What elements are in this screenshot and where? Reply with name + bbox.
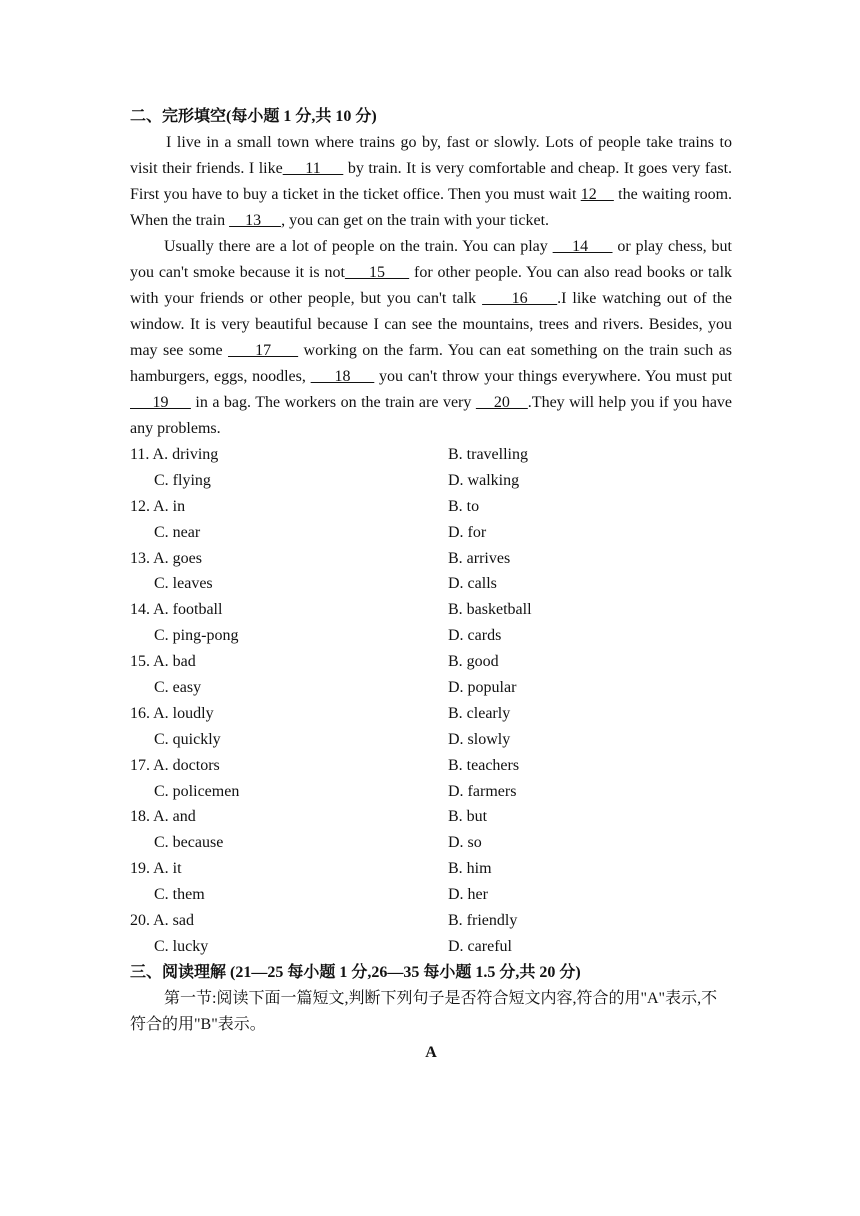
text: Usually there are a lot of people on the train. You can play xyxy=(164,238,553,255)
option-a: 14. A. football xyxy=(130,601,223,619)
text: you can't throw your things everywhere. You must put xyxy=(374,368,733,385)
option-d: D. for xyxy=(448,523,487,541)
option-a: 13. A. goes xyxy=(130,549,202,567)
option-d: D. careful xyxy=(448,937,512,955)
option-d: D. so xyxy=(448,834,482,852)
option-row xyxy=(130,882,732,908)
option-row xyxy=(130,779,732,805)
option-row xyxy=(130,623,732,649)
option-row xyxy=(130,753,732,779)
blank-16: 16 xyxy=(482,290,558,307)
option-d: D. cards xyxy=(448,627,502,645)
option-c: C. easy xyxy=(154,679,202,697)
option-c: C. quickly xyxy=(154,730,221,748)
option-row xyxy=(130,934,732,960)
option-row xyxy=(130,442,732,468)
option-d: D. calls xyxy=(448,575,497,593)
option-b: B. friendly xyxy=(448,912,518,930)
blank-13: 13 xyxy=(229,212,282,229)
option-b: B. clearly xyxy=(448,704,511,722)
option-row xyxy=(130,675,732,701)
option-b: B. him xyxy=(448,860,492,878)
section-3-title: 三、阅读理解 (21—25 每小题 1 分,26—35 每小题 1.5 分,共 20 分) xyxy=(130,963,581,981)
option-row xyxy=(130,908,732,934)
option-d: D. popular xyxy=(448,679,517,697)
option-b: B. travelling xyxy=(448,446,528,463)
option-row xyxy=(130,830,732,856)
option-a: 11. A. driving xyxy=(130,446,219,463)
option-row xyxy=(130,649,732,675)
blank-17: 17 xyxy=(228,342,299,359)
text: , you can get on the train with your ticket. xyxy=(281,212,550,229)
option-d: D. walking xyxy=(448,471,520,489)
option-a: 17. A. doctors xyxy=(130,756,220,774)
option-b: B. basketball xyxy=(448,601,532,619)
blank-14: 14 xyxy=(552,238,613,255)
option-d: D. slowly xyxy=(448,730,511,748)
blank-18: 18 xyxy=(310,368,375,385)
option-a: 20. A. sad xyxy=(130,912,194,930)
cloze-paragraph-1 xyxy=(130,130,732,234)
option-c: C. near xyxy=(154,523,201,541)
option-c: C. lucky xyxy=(154,937,209,955)
option-b: B. good xyxy=(448,653,499,671)
option-a: 16. A. loudly xyxy=(130,704,214,722)
text: in a bag. The workers on the train are very xyxy=(190,394,476,411)
option-c: C. because xyxy=(154,834,224,852)
section-3-instruction: 第一节:阅读下面一篇短文,判断下列句子是否符合短文内容,符合的用"A"表示,不符合的用"B"表示。 xyxy=(130,989,718,1033)
option-b: B. teachers xyxy=(448,756,520,774)
text: or play chess, but you can't smoke because it is not xyxy=(130,238,732,281)
option-row xyxy=(130,856,732,882)
text: I live in a small town where trains go by, fast or slowly. Lots of people take trains to visit their friends. I like xyxy=(130,134,732,177)
text: working on the farm. You can eat something on the train such as hamburgers, eggs, noodles, xyxy=(130,342,732,385)
exam-page xyxy=(130,104,732,1066)
option-a: 19. A. it xyxy=(130,860,182,878)
option-a: 18. A. and xyxy=(130,808,196,826)
option-row xyxy=(130,520,732,546)
option-row xyxy=(130,494,732,520)
blank-19: 19 xyxy=(130,394,191,411)
option-row xyxy=(130,804,732,830)
cloze-paragraph-2 xyxy=(130,234,732,442)
blank-15: 15 xyxy=(344,264,410,281)
options-list xyxy=(130,442,732,960)
option-row xyxy=(130,701,732,727)
blank-20: 20 xyxy=(475,394,528,411)
option-c: C. ping-pong xyxy=(154,627,239,645)
section-2-title: 二、完形填空(每小题 1 分,共 10 分) xyxy=(130,108,377,125)
text: the waiting room. When the train xyxy=(130,186,733,229)
option-row xyxy=(130,546,732,572)
option-c: C. leaves xyxy=(154,575,213,593)
text: .They will help you if you have any problems. xyxy=(130,394,733,437)
text: .I like watching out of the window. It is very beautiful because I can see the mountains, trees and rivers. Besides, you may see some xyxy=(130,290,732,359)
blank-12: 12 xyxy=(580,186,614,203)
blank-11: 11 xyxy=(282,160,344,177)
option-d: D. her xyxy=(448,886,488,904)
option-row xyxy=(130,468,732,494)
option-a: 15. A. bad xyxy=(130,653,196,671)
option-b: B. to xyxy=(448,497,480,515)
option-c: C. flying xyxy=(154,471,211,489)
option-a: 12. A. in xyxy=(130,497,186,515)
option-c: C. policemen xyxy=(154,782,240,800)
option-b: B. arrives xyxy=(448,549,511,567)
text: by train. It is very comfortable and cheap. It goes very fast. First you have to buy a ticket in the ticket office. Then you must wait xyxy=(130,160,733,203)
option-c: C. them xyxy=(154,886,205,904)
text: for other people. You can also read books or talk with your friends or other people, but you can't talk xyxy=(130,264,733,307)
option-row xyxy=(130,597,732,623)
option-b: B. but xyxy=(448,808,488,826)
option-d: D. farmers xyxy=(448,782,517,800)
option-row xyxy=(130,571,732,597)
option-row xyxy=(130,727,732,753)
passage-label: A xyxy=(425,1043,437,1061)
